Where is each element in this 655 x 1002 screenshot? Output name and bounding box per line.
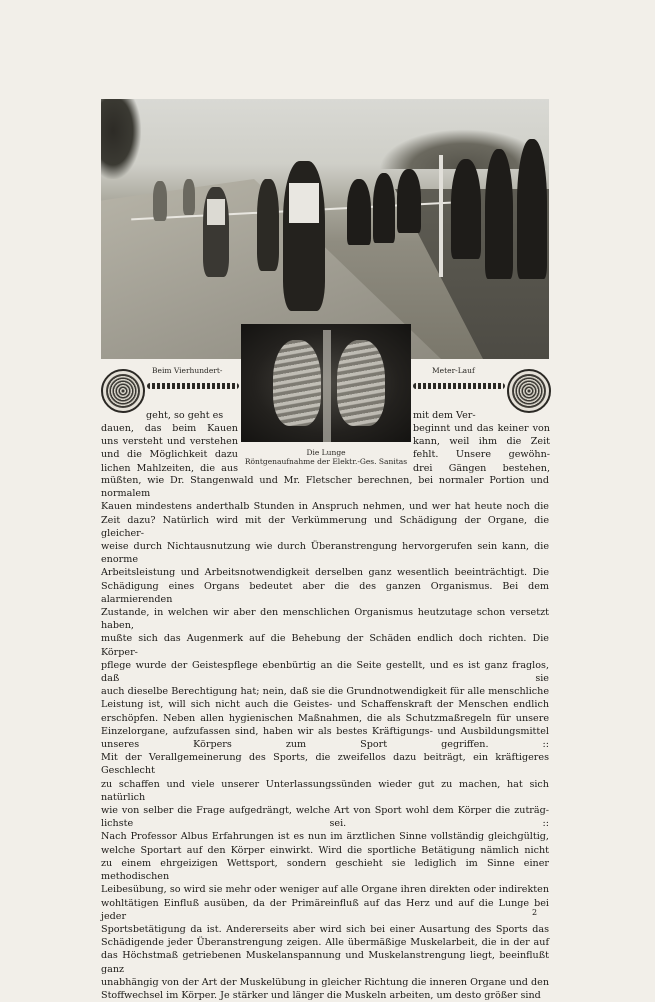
text-line: Arbeitsleistung und Arbeitsnotwendigkeit derselben ganz wesentlich beeinträchtigt. Die	[101, 567, 549, 579]
text-line: Sportsbetätigung da ist. Andererseits aber wird sich bei einer Ausartung des Sports das	[101, 923, 549, 935]
xray-caption	[241, 448, 411, 466]
race-photo	[101, 99, 549, 359]
spectator-figure	[347, 179, 371, 245]
text-line: Kauen mindestens anderthalb Stunden in Anspruch nehmen, und wer hat heute noch die	[101, 501, 549, 513]
text-line: Zeit dazu? Natürlich wird mit der Verkümmerung und Schädigung der Organe, die gleicher-	[101, 514, 549, 539]
text-line: Schädigung eines Organs bedeutet aber die des ganzen Organismus. Bei dem alarmierenden	[101, 580, 549, 605]
lead-runner-figure	[283, 161, 325, 311]
runner-figure	[183, 179, 195, 215]
text-line: Schädigende jeder Überanstrengung zeigen. Alle übermäßige Muskelarbeit, die in der auf	[101, 937, 549, 949]
text-line: beginnt und das keiner von	[413, 423, 550, 434]
spectator-figure	[485, 149, 513, 279]
lung-shape	[273, 340, 321, 426]
spectator-figure	[517, 139, 547, 279]
photo-caption-left: Beim Vierhundert-	[152, 366, 223, 375]
text-line: weise durch Nichtausnutzung wie durch Überanstrengung hervorgerufen sein kann, die enorme	[101, 541, 549, 566]
runner-figure	[257, 179, 279, 271]
article-body	[101, 474, 549, 1002]
text-line: mit dem Ver-	[413, 410, 476, 421]
text-line: zu einem ehrgeizigen Wettsport, sondern geschieht sie lediglich im Sinne einer methodischen	[101, 857, 549, 883]
text-line: unseres Körpers zum Sport gegriffen. ::	[101, 739, 549, 751]
spectator-figure	[451, 159, 481, 259]
text-line: kann, weil ihm die Zeit	[413, 436, 550, 448]
text-line: Mit der Verallgemeinerung des Sports, die zweifellos dazu beiträgt, ein kräftigeres Geschlecht	[101, 752, 549, 777]
text-line: Einzelorgane, aufzufassen sind, haben wir als bestes Kräftigungs- und Ausbildungsmittel	[101, 725, 549, 737]
trees-shape	[101, 99, 141, 179]
text-line: wie von selber die Frage aufgedrängt, welche Art von Sport wohl dem Körper die zuträg-	[101, 805, 549, 817]
text-line: zu schaffen und viele unserer Unterlassungssünden wieder gut zu machen, hat sich natürlich	[101, 778, 549, 803]
xray-caption-title: Die Lunge	[306, 448, 346, 457]
text-line: erschöpfen. Neben allen hygienischen Maßnahmen, die als Schutzmaßregeln für unsere	[101, 712, 549, 724]
text-line: wohltätigen Einfluß ausüben, da der Primäreinfluß auf das Herz und auf die Lunge bei jeder	[101, 897, 549, 922]
text-line: Stoffwechsel im Körper. Je stärker und länger die Muskeln arbeiten, um desto größer sind	[101, 989, 541, 1001]
ornament-medallion-icon	[101, 369, 145, 413]
text-line: müßten, wie Dr. Stangenwald und Mr. Fletscher berechnen, bei normaler Portion und normalem	[101, 475, 549, 500]
wrap-left-top	[146, 409, 238, 422]
text-line: lichste sei. ::	[101, 818, 549, 830]
spectator-figure	[397, 169, 421, 233]
wrap-left-column	[101, 422, 238, 475]
text-line: fehlt. Unsere gewöhn-	[413, 449, 550, 461]
xray-lung-image	[241, 324, 411, 442]
lung-shape	[337, 340, 385, 426]
runner-figure	[153, 181, 167, 221]
ornament-medallion-icon	[507, 369, 551, 413]
text-line: Zustande, in welchen wir aber den menschlichen Organismus heutzutage schon versetzt haben,	[101, 607, 549, 632]
spine-shape	[323, 330, 331, 442]
text-line: Leistung ist, will sich nicht auch die Geistes- und Schaffenskraft der Menschen endlich	[101, 699, 549, 711]
wave-ornament	[413, 383, 505, 389]
finish-pole	[439, 155, 443, 277]
text-line: lichen Mahlzeiten, die aus	[101, 462, 238, 474]
xray-caption-source: Röntgenaufnahme der Elektr.-Ges. Sanitas	[244, 457, 408, 466]
wrap-right-column	[413, 422, 550, 475]
text-line: pflege wurde der Geistespflege ebenbürtig an die Seite gestellt, und es ist ganz fraglos, daß sie	[101, 659, 549, 685]
text-line: unabhängig von der Art der Muskelübung in gleicher Richtung die inneren Organe und den	[101, 976, 549, 988]
text-line: uns versteht und verstehen	[101, 436, 238, 448]
text-line: auch dieselbe Berechtigung hat; nein, daß sie die Grundnotwendigkeit für alle menschliche	[101, 686, 549, 698]
text-line: Leibesübung, so wird sie mehr oder weniger auf alle Organe ihren direkten oder indirekten	[101, 884, 549, 896]
wrap-right-top	[413, 409, 505, 422]
text-line: drei Gängen bestehen,	[413, 462, 550, 474]
page-number: 2	[532, 908, 538, 917]
text-line: dauen, das beim Kauen	[101, 423, 238, 434]
text-line: geht, so geht es	[146, 410, 224, 421]
runner-figure	[203, 187, 229, 277]
spectator-figure	[373, 173, 395, 243]
text-line: welche Sportart auf den Körper einwirkt. Wird die sportliche Betätigung nämlich nicht	[101, 844, 549, 856]
text-line: das Höchstmaß getriebenen Muskelanspannung und Muskelanstrengung liegt, beeinflußt ganz	[101, 950, 549, 975]
text-line: und die Möglichkeit dazu	[101, 449, 238, 461]
text-line: mußte sich das Augenmerk auf die Behebung der Schäden endlich doch richten. Die Körper-	[101, 633, 549, 658]
photo-caption-right: Meter-Lauf	[432, 366, 475, 375]
wave-ornament	[147, 383, 239, 389]
text-line: Nach Professor Albus Erfahrungen ist es nun im ärztlichen Sinne vollständig gleichgültig,	[101, 831, 549, 843]
